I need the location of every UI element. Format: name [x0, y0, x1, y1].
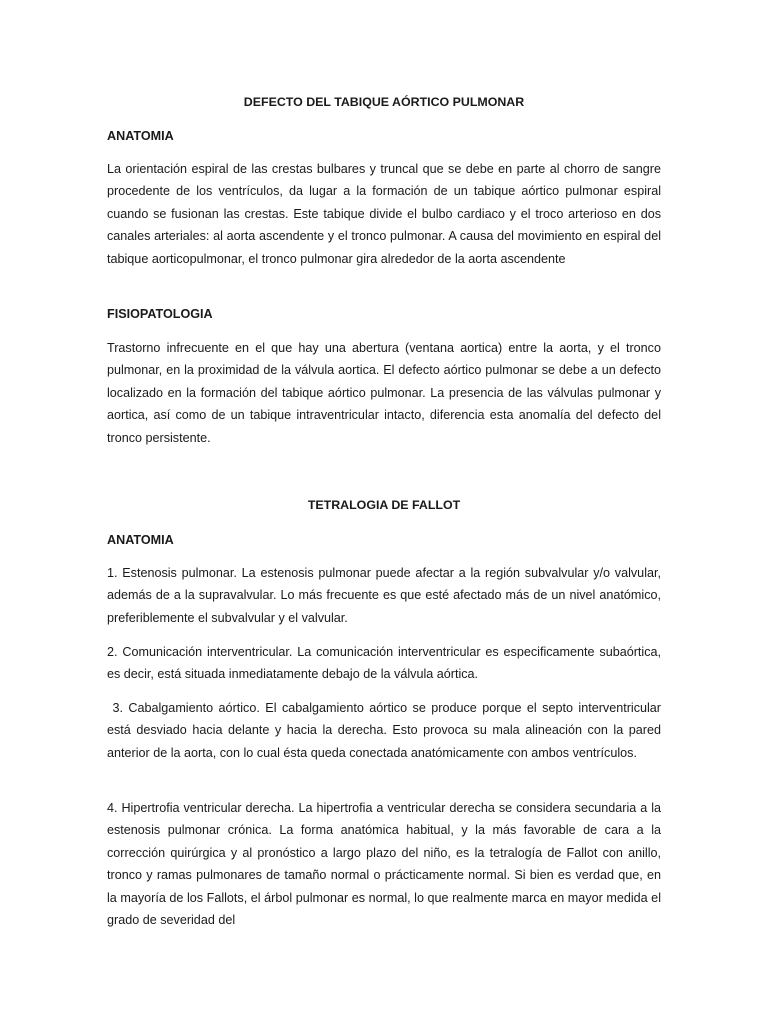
section-title-tetralogia: TETRALOGIA DE FALLOT	[307, 498, 461, 512]
anatomia-paragraph: La orientación espiral de las crestas bulbares y truncal que se debe en parte al chorro de sangre procedente de los ventrículos, da lugar a la formación de un tabique aórtico pulmonar espiral cuando se fusionan las crestas. Este tabique divide el bulbo cardiaco y el troco arterioso en dos canales arteriales: al aorta ascendente y el tronco pulmonar. A causa del movimiento en espiral del tabique aorticopulmonar, el tronco pulmonar gira alrededor de la aorta ascendente	[107, 162, 661, 266]
list-item-comunicacion-interventricular: 2. Comunicación interventricular. La comunicación interventricular es especificamente subaórtica, es decir, está situada inmediatamente debajo de la válvula aórtica.	[107, 645, 661, 682]
list-item-estenosis-pulmonar: 1. Estenosis pulmonar. La estenosis pulmonar puede afectar a la región subvalvular y/o valvular, además de a la supravalvular. Lo más frecuente es que esté afectado más de un nivel anatómico, preferiblemente el subvalvular y el valvular.	[107, 566, 661, 625]
section-heading-fisiopatologia: FISIOPATOLOGIA	[107, 307, 213, 321]
list-item-cabalgamiento-aortico: 3. Cabalgamiento aórtico. El cabalgamiento aórtico se produce porque el septo interventricular está desviado hacia delante y hacia la derecha. Esto provoca su mala alineación con la pared anterior de la aorta, con lo cual ésta queda conectada anatómicamente con ambos ventrículos.	[107, 701, 665, 760]
list-item-hipertrofia-ventricular: 4. Hipertrofia ventricular derecha. La hipertrofia a ventricular derecha se considera secundaria a la estenosis pulmonar crónica. La forma anatómica habitual, y la más favorable de cara a la corrección quirúrgica y al pronóstico a largo plazo del niño, es la tetralogía de Fallot con anillo, tronco y ramas pulmonares de tamaño normal o prácticamente normal. Si bien es verdad que, en la mayoría de los Fallots, el árbol pulmonar es normal, lo que realmente marca en mayor medida el grado de severidad del	[107, 801, 661, 928]
fisiopatologia-paragraph: Trastorno infrecuente en el que hay una abertura (ventana aortica) entre la aorta, y el tronco pulmonar, en la proximidad de la válvula aortica. El defecto aórtico pulmonar se debe a un defecto localizado en la formación del tabique aórtico pulmonar. La presencia de las válvulas pulmonar y aortica, así como de un tabique intraventricular intacto, diferencia esta anomalía del defecto del tronco persistente.	[107, 341, 661, 445]
section-heading-anatomia: ANATOMIA	[107, 129, 174, 143]
page-title: DEFECTO DEL TABIQUE AÓRTICO PULMONAR	[243, 95, 525, 109]
section-heading-anatomia-tetralogia: ANATOMIA	[107, 533, 174, 547]
